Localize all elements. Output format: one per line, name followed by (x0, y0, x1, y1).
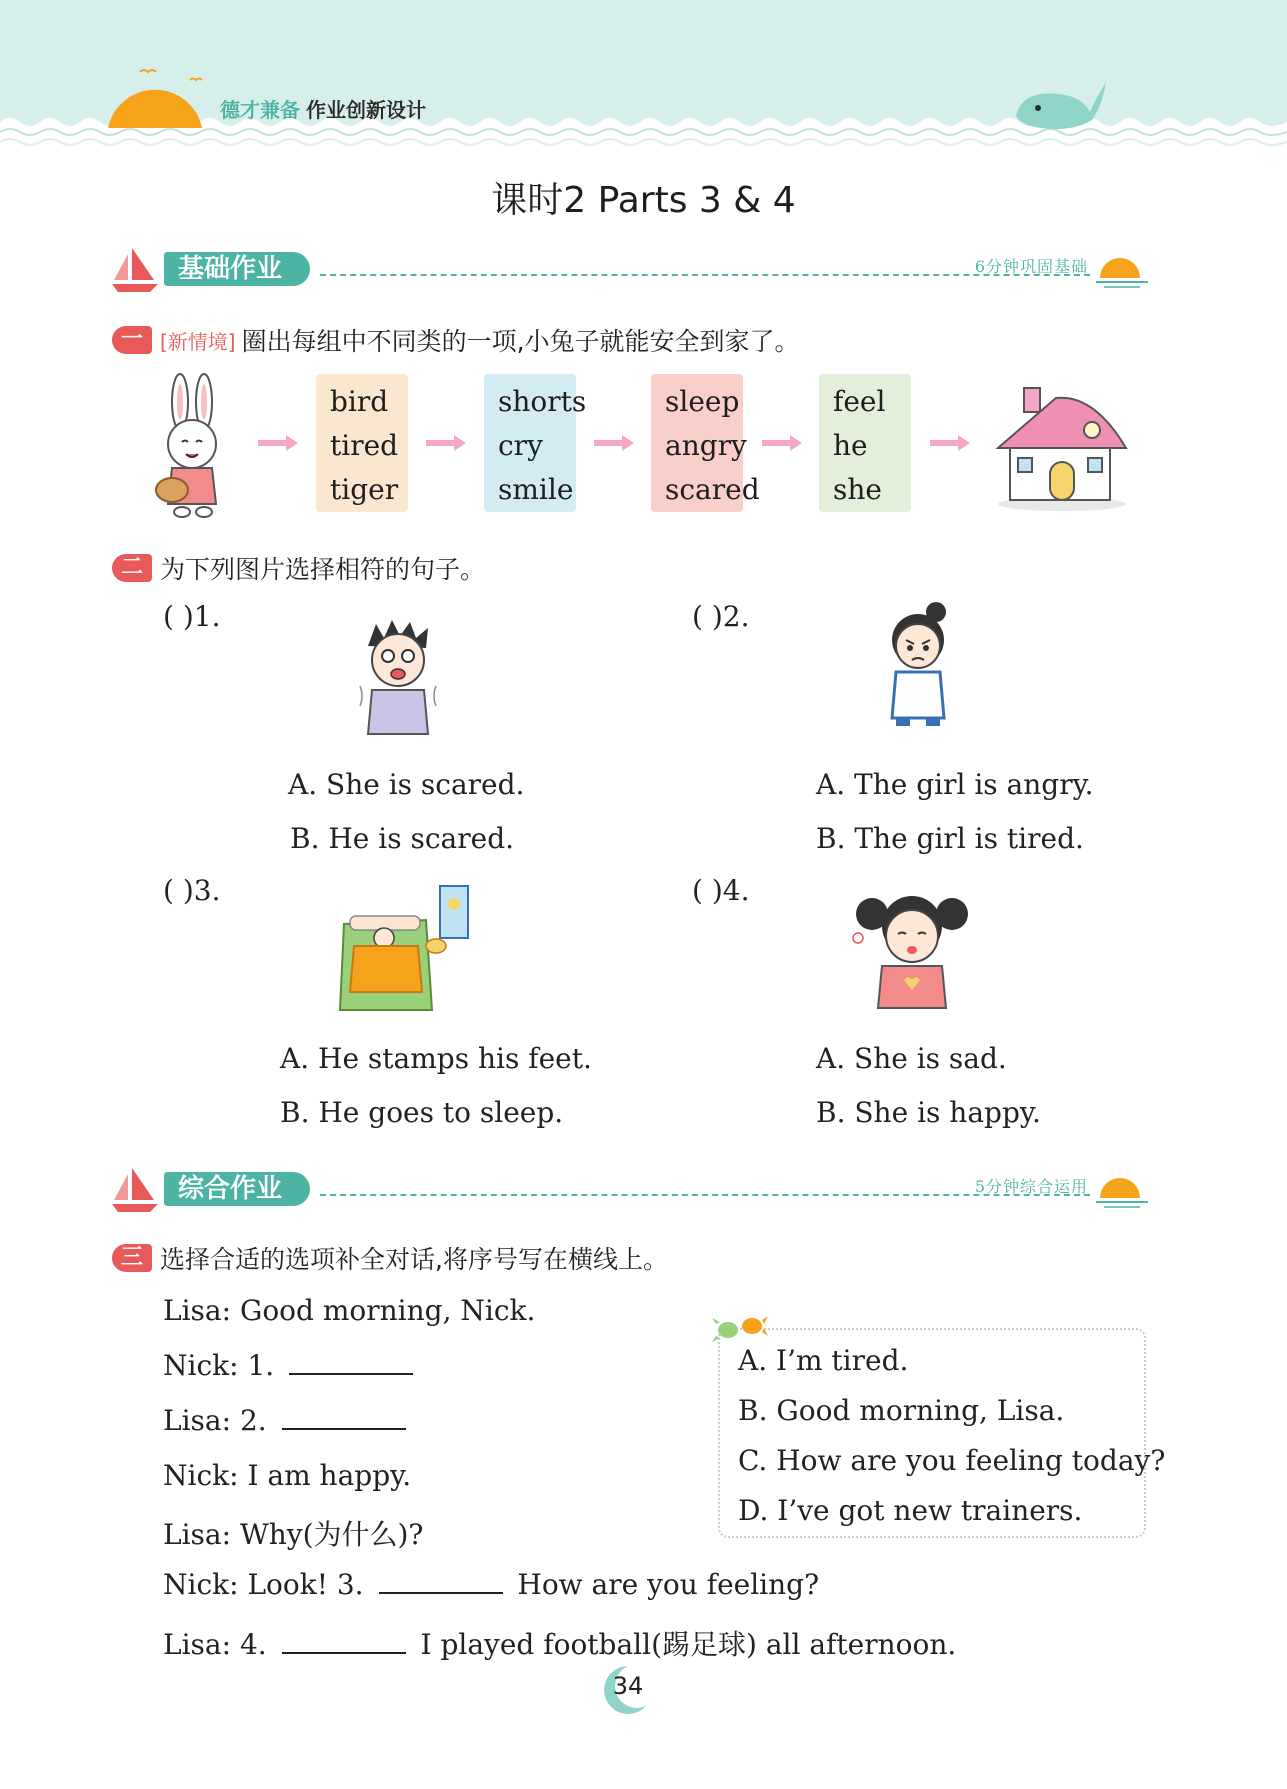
question-instruction: 选择合适的选项补全对话,将序号写在横线上。 (160, 1245, 668, 1274)
question-3-header (112, 1240, 668, 1276)
arrow-icon (930, 435, 970, 451)
word-item[interactable]: shorts (498, 385, 587, 418)
answer-blank-4[interactable] (282, 1630, 406, 1654)
brand-title (220, 94, 426, 123)
option-a[interactable]: A. He stamps his feet. (280, 1042, 592, 1075)
arrow-icon (426, 435, 466, 451)
page-number: 34 (612, 1672, 644, 1700)
word-group-3 (651, 374, 760, 512)
question-number: 一 (112, 326, 152, 354)
word-group-2 (484, 374, 587, 512)
question-number: 二 (112, 554, 152, 582)
question-2-header (112, 550, 485, 586)
lesson-title: 课时2 Parts 3 & 4 (491, 180, 796, 221)
answer-blank-3[interactable] (379, 1570, 503, 1594)
option-b[interactable]: B. She is happy. (816, 1096, 1041, 1129)
option-b[interactable]: B. The girl is tired. (816, 822, 1084, 855)
dialog-line: Nick: I am happy. (163, 1459, 412, 1492)
answer-paren-2[interactable]: ( )2. (692, 600, 750, 633)
arrow-icon (594, 435, 634, 451)
choice-option: A. I’m tired. (738, 1344, 909, 1377)
dialog-line (163, 1349, 413, 1382)
dialog-line (163, 1404, 406, 1437)
option-a[interactable]: A. The girl is angry. (816, 768, 1094, 801)
word-item[interactable]: she (833, 473, 882, 506)
section-tip: 5分钟综合运用 (974, 1177, 1088, 1196)
brand-part2: 作业创新设计 (306, 98, 426, 122)
word-item[interactable]: scared (665, 473, 760, 506)
dialog-line: Lisa: Good morning, Nick. (163, 1294, 536, 1327)
word-item[interactable]: feel (833, 385, 886, 418)
word-item[interactable]: he (833, 429, 868, 462)
sailboat-icon (110, 1166, 160, 1214)
dialog-speaker-text: Nick: 1. (163, 1349, 275, 1382)
scared-boy-icon (358, 616, 438, 746)
section-tip: 6分钟巩固基础 (974, 257, 1088, 276)
question-instruction: 为下列图片选择相符的句子。 (160, 555, 486, 584)
dialog-speaker-text: Lisa: 2. (163, 1404, 267, 1437)
word-item[interactable]: tiger (330, 473, 399, 506)
word-group-1 (316, 374, 408, 512)
crying-girl-icon (852, 886, 972, 1010)
rabbit-icon (150, 372, 240, 518)
word-item[interactable]: smile (498, 473, 574, 506)
answer-blank-2[interactable] (282, 1406, 406, 1430)
sunset-icon (1094, 1172, 1150, 1212)
arrow-icon (762, 435, 802, 451)
option-a[interactable]: A. She is sad. (816, 1042, 1007, 1075)
word-item[interactable]: sleep (665, 385, 740, 418)
option-b[interactable]: B. He is scared. (290, 822, 515, 855)
dialog-speaker-text: Lisa: 4. (163, 1628, 267, 1661)
question-1-header (112, 322, 800, 358)
candy-icon (712, 1312, 768, 1344)
house-icon (994, 378, 1130, 512)
word-item[interactable]: angry (665, 429, 747, 462)
answer-paren-4[interactable]: ( )4. (692, 874, 750, 907)
section-basic-homework (110, 246, 1150, 296)
dialog-line (163, 1623, 956, 1663)
answer-blank-1[interactable] (289, 1351, 413, 1375)
arrow-icon (258, 435, 298, 451)
choice-option: B. Good morning, Lisa. (738, 1394, 1065, 1427)
sleeping-boy-bed-icon (336, 884, 476, 1014)
word-item[interactable]: bird (330, 385, 389, 418)
answer-paren-3[interactable]: ( )3. (163, 874, 221, 907)
sailboat-icon (110, 246, 160, 294)
choice-option: C. How are you feeling today? (738, 1444, 1166, 1477)
option-a[interactable]: A. She is scared. (288, 768, 525, 801)
question-number: 三 (112, 1244, 152, 1272)
whale-icon (1012, 76, 1112, 132)
dialog-line (163, 1568, 819, 1601)
section-comprehensive-homework (110, 1166, 1150, 1216)
word-item[interactable]: tired (330, 429, 399, 462)
dialog-text: How are you feeling? (517, 1568, 820, 1601)
sun-icon (100, 60, 210, 130)
dialog-text: I played football(踢足球) all afternoon. (420, 1628, 957, 1661)
dialog-speaker-text: Nick: Look! 3. (163, 1568, 364, 1601)
angry-girl-icon (882, 600, 964, 730)
dialog-line: Lisa: Why(为什么)? (163, 1518, 424, 1551)
answer-paren-1[interactable]: ( )1. (163, 600, 221, 633)
sunset-icon (1094, 252, 1150, 292)
choice-option: D. I’ve got new trainers. (738, 1494, 1083, 1527)
section-label: 基础作业 (164, 252, 310, 286)
new-context-tag: [新情境] (160, 329, 236, 354)
question-instruction: 圈出每组中不同类的一项,小兔子就能安全到家了。 (241, 327, 800, 356)
brand-part1: 德才兼备 (220, 98, 300, 122)
word-group-4 (819, 374, 911, 512)
option-b[interactable]: B. He goes to sleep. (280, 1096, 564, 1129)
word-item[interactable]: cry (498, 429, 543, 462)
section-label: 综合作业 (164, 1172, 310, 1206)
